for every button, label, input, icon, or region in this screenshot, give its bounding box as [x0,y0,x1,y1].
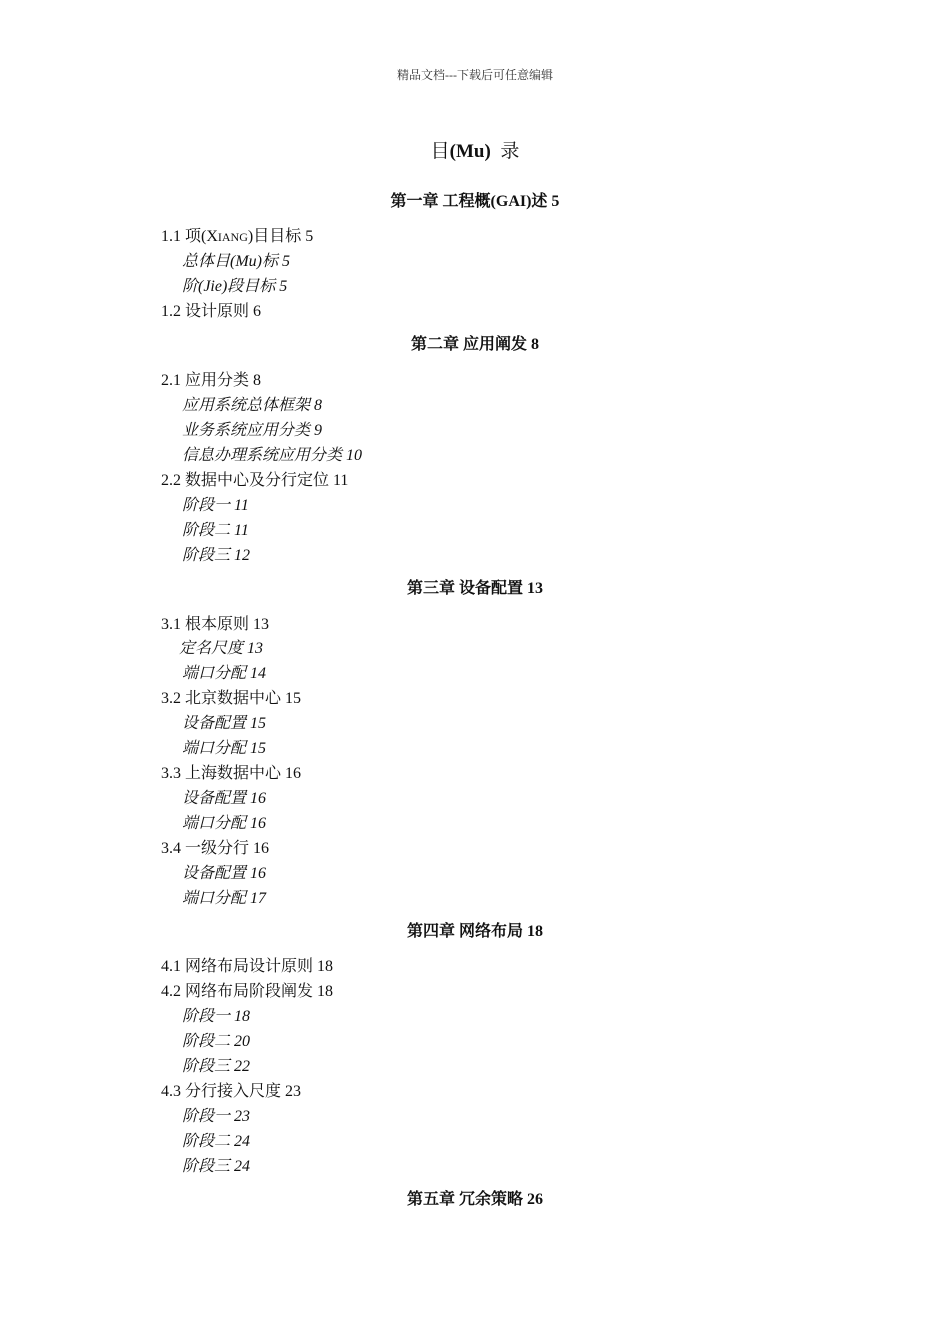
page-title [0,136,950,163]
toc-entry[interactable]: 2.2 数据中心及分行定位 11 [161,472,349,489]
toc-subentry[interactable]: 阶段三 24 [182,1158,251,1175]
toc-entry[interactable]: 4.2 网络布局阶段阐发 18 [161,983,334,1000]
toc-entry[interactable]: 1.2 设计原则 6 [161,303,262,320]
toc-subentry[interactable]: 阶段三 12 [182,547,251,564]
toc-entry[interactable] [161,223,313,246]
toc-subentry[interactable]: 端口分配 15 [182,740,267,757]
page-header: 精品文档---下载后可任意编辑 [397,68,553,82]
toc-subentry[interactable]: 阶段一 23 [182,1108,251,1125]
toc-entry-post: )目目标 5 [247,228,314,245]
toc-subentry[interactable]: 端口分配 16 [182,815,267,832]
toc-subentry[interactable]: 端口分配 17 [182,890,267,907]
toc-subentry[interactable]: 阶段二 11 [182,522,249,539]
toc-subentry[interactable]: 应用系统总体框架 8 [182,397,323,414]
chapter-heading[interactable]: 第一章 工程概(GAI)述 5 [390,193,560,210]
toc-entry[interactable]: 3.2 北京数据中心 15 [161,690,302,707]
chapter-heading[interactable]: 第五章 冗余策略 26 [406,1191,543,1208]
toc-subentry[interactable]: 阶段一 11 [182,497,249,514]
toc-entry[interactable]: 4.1 网络布局设计原则 18 [161,958,334,975]
toc-subentry[interactable]: 设备配置 16 [182,865,267,882]
toc-subentry[interactable]: 总体目(Mu)标 5 [182,253,290,270]
chapter-heading[interactable]: 第二章 应用阐发 8 [410,336,539,353]
toc-subentry[interactable]: 阶段三 22 [182,1058,251,1075]
toc-subentry[interactable]: 业务系统应用分类 9 [182,422,323,439]
toc-subentry[interactable]: 端口分配 14 [182,665,267,682]
toc-subentry[interactable]: 设备配置 15 [182,715,267,732]
toc-entry[interactable]: 3.1 根本原则 13 [161,616,270,633]
toc-entry[interactable]: 3.3 上海数据中心 16 [161,765,302,782]
toc-entry[interactable]: 2.1 应用分类 8 [161,372,262,389]
toc-subentry[interactable]: 阶段一 18 [182,1008,251,1025]
toc-entry[interactable]: 3.4 一级分行 16 [161,840,270,857]
title-pre: 目 [430,141,450,162]
toc-subentry[interactable]: 阶段二 24 [182,1133,251,1150]
toc-entry-smallcaps: IANG [217,230,248,244]
toc-subentry[interactable]: 信息办理系统应用分类 10 [182,447,363,464]
title-bold: (Mu) [449,141,491,162]
toc-subentry[interactable]: 定名尺度 13 [179,640,264,657]
toc-entry-pre: 1.1 项(X [161,228,218,245]
toc-entry[interactable]: 4.3 分行接入尺度 23 [161,1083,302,1100]
toc-subentry[interactable]: 阶(Jie)段目标 5 [182,278,288,295]
toc-subentry[interactable]: 阶段二 20 [182,1033,251,1050]
chapter-heading[interactable]: 第四章 网络布局 18 [406,923,543,940]
chapter-heading[interactable]: 第三章 设备配置 13 [406,580,543,597]
title-post: 录 [490,141,520,162]
toc-subentry[interactable]: 设备配置 16 [182,790,267,807]
